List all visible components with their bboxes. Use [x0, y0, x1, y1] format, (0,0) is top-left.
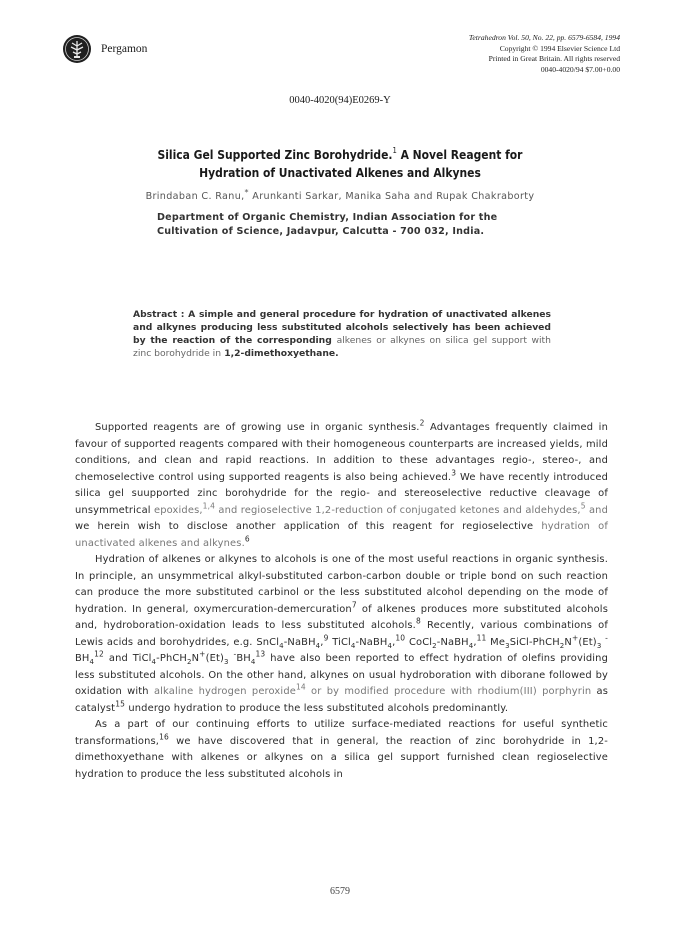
author-list — [0, 188, 680, 202]
p1-text-faded: and — [585, 504, 608, 516]
title-line-2: Hydration of Unactivated Alkenes and Alkynes — [199, 165, 481, 180]
abstract-text-end: 1,2-dimethoxyethane. — [221, 348, 339, 359]
p2-ref: 9 — [323, 633, 329, 643]
formula-part: (Et) — [578, 636, 597, 648]
formula-part: CoCl — [405, 636, 433, 648]
affiliation — [157, 211, 497, 239]
body-text — [75, 420, 608, 783]
p2-text-a: Hydration of alkenes or alkynes to alcohols is one of the most useful reactions in organic synthesis. In principle, an unsymmetrical alkyl-substituted carbon-carbon double or triple bond on such reaction can produce the more substituted carbinol or the less substituted alcohol depending on the mode of hydration. In general, oxymercuration-demercuration — [75, 554, 608, 615]
p1-text-faded: hydration of unactivated alkenes and alkynes. — [75, 521, 608, 549]
p2-ref: 10 — [395, 633, 406, 643]
paragraph-3 — [75, 717, 608, 783]
corresponding-author-mark: * — [244, 188, 249, 197]
abstract-text: A simple and general procedure for hydration of unactivated alkenes and alkynes producing less substituted alcohols selectively has been achieved by the reaction of the corresponding — [133, 309, 551, 346]
superscript: - — [605, 633, 609, 643]
p3-ref: 16 — [159, 732, 169, 742]
p2-ref: 7 — [351, 600, 357, 610]
p2-ref: 11 — [476, 633, 487, 643]
p2-text-k: undergo hydration to produce the less substituted alcohols predominantly. — [125, 702, 509, 714]
subscript: 4 — [468, 641, 474, 650]
subscript: 4 — [315, 641, 321, 650]
superscript: + — [199, 649, 206, 659]
subscript: 4 — [250, 657, 256, 666]
formula-part: BH — [75, 653, 90, 664]
superscript: - — [233, 649, 237, 659]
paragraph-2: Hydration of alkenes or alkynes to alcohols is one of the most useful reactions in organic synthesis. In principle, an unsymmetrical alkyl-substituted carbon-carbon double or triple bond on such reaction can produce the more substituted carbinol or the less substituted alcohol depending on the mode of hydration. In general, oxymercuration-demercuration$^7$ of alkenes produces more substituted alcohols and, hydroboration-oxidation leads to less substituted alcohols.$^8$ Recently, various combinations of Lewis acids and borohydrides, e.g. SnCl$_4$-NaBH$_4$,$^9$ TiCl$_4$-NaBH$_4$,$^{10}$ CoCl$_2$-NaBH$_4$,$^{11}$ $Me_3SiCl-PhCH_2N^+(Et)_3$ $^-BH_4^{12}$ and $TiCl_4-PhCH_2N^+(Et)_3$ $^-BH_4^{13}$ have also been reported to effect hydration of olefins providing less substituted alcohols. On the other hand, alkynes on usual hydroboration with diborane followed by oxidation with alkaline hydrogen peroxide$^{14}$ or by modified procedure with rhodium(III) porphyrin as catalyst$^{15}$ undergo hydration to produce the less substituted alcohols predominantly. — [75, 554, 609, 714]
document-id: 0040-4020(94)E0269-Y — [289, 95, 391, 106]
p2-text-faded: alkaline hydrogen peroxide — [153, 686, 296, 697]
abstract-label: Abstract — [133, 309, 178, 320]
printed-line: Printed in Great Britain. All rights reserved — [488, 54, 620, 64]
subscript: 2 — [559, 641, 565, 650]
subscript: 3 — [505, 641, 510, 650]
title-ref: 1 — [392, 146, 397, 155]
p1-ref: 5 — [580, 501, 586, 511]
p1-text-a: Supported reagents are of growing use in organic synthesis. — [95, 422, 420, 433]
abstract-text-faded: alkenes or alkynes on silica gel support with zinc borohydride in — [133, 335, 551, 359]
abstract-separator: : — [177, 309, 189, 320]
p2-ref: 15 — [115, 699, 126, 709]
p1-ref: 3 — [451, 468, 457, 478]
journal-citation: Tetrahedron Vol. 50, No. 22, pp. 6579-6584, 1994 — [468, 33, 620, 42]
paragraph-1 — [75, 420, 608, 552]
p2-text-b: of alkenes produces more substituted alcohols and, hydroboration-oxidation leads to less substituted alcohols. — [75, 603, 608, 631]
affiliation-line-1: Department of Organic Chemistry, Indian Association for the — [157, 212, 498, 223]
p3-text-a: As a part of our continuing efforts to utilize surface-mediated reactions for useful synthetic transformations, — [75, 719, 608, 747]
title-line-1 — [48, 142, 633, 164]
formula-part: Me — [486, 636, 506, 648]
p2-text-h: have also been reported to effect hydration of olefins providing less substituted alcohols. On the other hand, alkynes on usual hydroboration with diborane followed by oxidation with — [75, 653, 608, 697]
price-code: 0040-4020/94 $7.00+0.00 — [540, 64, 620, 74]
p1-text-b: Advantages frequently claimed in favour of supported reagents compared with their homogeneous counterparts are increased yields, mild conditions, and clean and rapid reactions. In addition to these advantages regio-, stereo-, and chemoselective control using supported reagents is also being achieved. — [75, 422, 608, 483]
other-authors: Arunkanti Sarkar, Manika Saha and Rupak Chakraborty — [248, 191, 535, 203]
subscript: 3 — [596, 641, 602, 650]
p2-ref: 13 — [255, 649, 266, 659]
p1-text-c: We have recently introduced silica gel suupported zinc borohydride for the regio- and stereoselective reductive cleavage of unsymmetrical — [75, 471, 608, 516]
formula-part: and TiCl — [103, 653, 152, 664]
formula-part: -NaBH — [436, 636, 469, 648]
subscript: 4 — [350, 641, 356, 650]
copyright-line: Copyright © 1994 Elsevier Science Ltd — [499, 43, 620, 53]
p2-ref: 12 — [94, 649, 104, 659]
formula-part: -NaBH — [283, 636, 316, 648]
p1-text-faded: and regioselective 1,2-reduction of conjugated ketones and aldehydes, — [215, 504, 581, 516]
p2-text-c: Recently, various combinations of Lewis acids and borohydrides, e.g. SnCl — [75, 620, 608, 648]
subscript: 4 — [89, 657, 95, 666]
paper-title — [48, 142, 633, 182]
p1-ref: 6 — [244, 534, 250, 544]
p3-text-b: we have discovered that in general, the reaction of zinc borohydride in 1,2-dimethoxyethane with alkenes or alkynes on a silica gel support furnished clean regioselective hydration to produce the less substituted alcohols in — [75, 735, 608, 780]
formula-part: SiCl-PhCH — [509, 636, 560, 648]
subscript: 4 — [387, 641, 393, 650]
first-author: Brindaban C. Ranu, — [145, 191, 245, 203]
subscript: 2 — [186, 657, 192, 666]
publisher-name: Pergamon — [101, 43, 148, 55]
p2-ref: 14 — [295, 682, 306, 692]
formula-part: BH — [236, 653, 251, 664]
formula-part: (Et) — [205, 653, 224, 664]
p1-text-e: we herein wish to disclose another application of this reagent for regioselective — [75, 521, 542, 532]
affiliation-line-2: Cultivation of Science, Jadavpur, Calcutta - 700 032, India. — [157, 225, 485, 237]
pergamon-logo-icon — [62, 34, 92, 64]
abstract — [133, 308, 551, 360]
subscript: 4 — [151, 657, 157, 666]
p1-ref: 1,4 — [202, 501, 216, 511]
formula-part: N — [564, 636, 572, 648]
p1-text-faded: epoxides, — [154, 504, 203, 516]
journal-info — [469, 33, 620, 75]
superscript: + — [571, 633, 579, 643]
formula-part: -NaBH — [355, 636, 388, 648]
page-number: 6579 — [330, 886, 350, 897]
subscript: 3 — [224, 657, 229, 666]
subscript: 2 — [432, 641, 437, 650]
p2-text-faded: or by modified procedure with rhodium(III) porphyrin — [305, 686, 592, 697]
subscript: 4 — [279, 641, 284, 650]
p2-text-j: as catalyst — [75, 686, 608, 714]
formula-part: TiCl — [328, 636, 351, 648]
title-line-1-text: Silica Gel Supported Zinc Borohydride. — [157, 147, 393, 162]
p1-ref: 2 — [419, 418, 425, 428]
title-line-1-rest: A Novel Reagent for — [396, 147, 523, 162]
p2-ref: 8 — [415, 616, 421, 626]
formula-part: N — [191, 653, 200, 664]
